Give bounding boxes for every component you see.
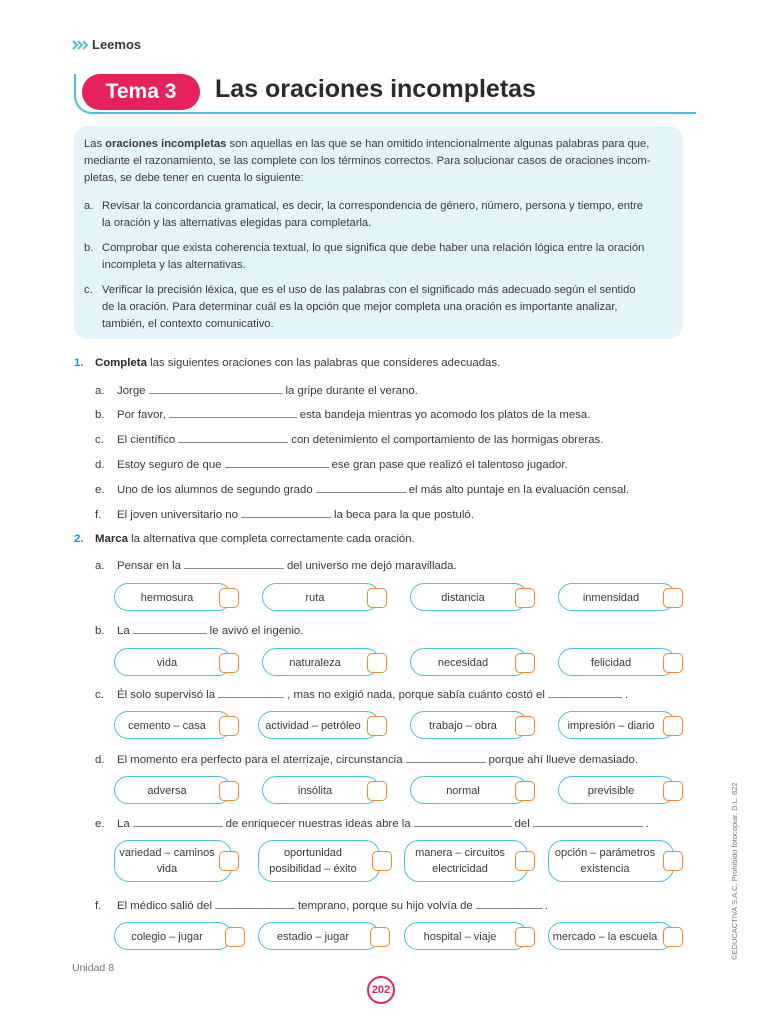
ex1-item-e: e. Uno de los alumnos de segundo grado el más alto puntaje en la evaluación censal. <box>95 481 629 498</box>
answer-blank[interactable] <box>241 506 331 518</box>
checkbox[interactable] <box>370 927 390 947</box>
point-c-line-3: también, el contexto comunicativo. <box>102 318 274 330</box>
option-button[interactable]: ruta <box>262 583 380 611</box>
option-button[interactable]: mercado – la escuela <box>548 922 674 950</box>
checkbox[interactable] <box>367 653 387 673</box>
point-a-mark: a. <box>84 200 94 212</box>
option-button[interactable]: inmensidad <box>558 583 676 611</box>
topic-tag: Tema 3 <box>82 74 200 110</box>
option-button[interactable]: oportunidad posibilidad – éxito <box>258 840 380 882</box>
option-button[interactable]: variedad – caminos vida <box>114 840 232 882</box>
point-c-mark: c. <box>84 284 93 296</box>
intro-line-3: pletas, se debe tener en cuenta lo siguiente: <box>84 172 304 184</box>
answer-blank[interactable] <box>215 897 295 909</box>
ex1-item-b: b. Por favor, esta bandeja mientras yo acomodo los platos de la mesa. <box>95 406 590 423</box>
option-button[interactable]: trabajo – obra <box>410 711 528 739</box>
checkbox[interactable] <box>219 781 239 801</box>
option-button[interactable]: vida <box>114 648 232 676</box>
answer-blank[interactable] <box>169 406 297 418</box>
checkbox[interactable] <box>515 781 535 801</box>
checkbox[interactable] <box>219 716 239 736</box>
option-button[interactable]: actividad – petróleo <box>258 711 380 739</box>
answer-blank[interactable] <box>133 622 207 634</box>
ex2-item-c: c. Él solo supervisó la , mas no exigió nada, porque sabía cuánto costó el . <box>95 686 628 703</box>
checkbox[interactable] <box>663 716 683 736</box>
intro-line-1: Las oraciones incompletas son aquellas en las que se han omitido intencionalmente algunas palabras para que, <box>84 138 650 150</box>
exercise-1-instruction: Completa las siguientes oraciones con las palabras que consideres adecuadas. <box>95 357 501 369</box>
checkbox[interactable] <box>367 781 387 801</box>
answer-blank[interactable] <box>414 815 512 827</box>
ex2-item-b: b. La le avivó el ingenio. <box>95 622 303 639</box>
point-c-line-1: Verificar la precisión léxica, que es el uso de las palabras con el significado más adecuado según el sentido <box>102 284 636 296</box>
point-b-line-2: incompleta y las alternativas. <box>102 259 246 271</box>
unit-label: Unidad 8 <box>72 962 115 974</box>
checkbox[interactable] <box>367 588 387 608</box>
option-button[interactable]: naturaleza <box>262 648 380 676</box>
answer-blank[interactable] <box>406 751 486 763</box>
intro-box <box>74 126 683 339</box>
option-button[interactable]: felicidad <box>558 648 676 676</box>
checkbox[interactable] <box>663 927 683 947</box>
checkbox[interactable] <box>372 851 392 871</box>
intro-keyword: oraciones incompletas <box>105 138 227 150</box>
point-b-mark: b. <box>84 242 94 254</box>
point-a-line-1: Revisar la concordancia gramatical, es decir, la correspondencia de género, número, persona y tiempo, entre <box>102 200 644 212</box>
answer-blank[interactable] <box>316 481 406 493</box>
checkbox[interactable] <box>225 927 245 947</box>
ex1-item-a: a. Jorge la gripe durante el verano. <box>95 382 418 399</box>
checkbox[interactable] <box>367 716 387 736</box>
checkbox[interactable] <box>515 716 535 736</box>
option-button[interactable]: cemento – casa <box>114 711 232 739</box>
option-button[interactable]: colegio – jugar <box>114 922 232 950</box>
point-b-line-1: Comprobar que exista coherencia textual, lo que significa que debe haber una relación lógica entre la oración <box>102 242 645 254</box>
checkbox[interactable] <box>515 588 535 608</box>
exercise-2-instruction: Marca la alternativa que completa correctamente cada oración. <box>95 533 415 545</box>
ex2-item-f: f. El médico salió del temprano, porque su hijo volvía de . <box>95 897 548 914</box>
checkbox[interactable] <box>515 653 535 673</box>
exercise-2-number: 2. <box>74 533 84 545</box>
option-button[interactable]: previsible <box>558 776 676 804</box>
exercise-1-number: 1. <box>74 357 84 369</box>
answer-blank[interactable] <box>178 431 288 443</box>
checkbox[interactable] <box>663 588 683 608</box>
chevrons-icon <box>72 38 90 52</box>
option-button[interactable]: adversa <box>114 776 232 804</box>
point-c-line-2: de la oración. Para determinar cuál es la opción que mejor completa una oración es importante analizar, <box>102 301 618 313</box>
checkbox[interactable] <box>219 653 239 673</box>
option-button[interactable]: hermosura <box>114 583 232 611</box>
answer-blank[interactable] <box>133 815 223 827</box>
checkbox[interactable] <box>663 653 683 673</box>
answer-blank[interactable] <box>533 815 643 827</box>
answer-blank[interactable] <box>184 557 284 569</box>
checkbox[interactable] <box>515 927 535 947</box>
page-title: Las oraciones incompletas <box>215 75 536 103</box>
page-number: 202 <box>367 976 395 1004</box>
checkbox[interactable] <box>219 851 239 871</box>
ex2-item-d: d. El momento era perfecto para el aterrizaje, circunstancia porque ahí llueve demasiado. <box>95 751 638 768</box>
checkbox[interactable] <box>663 851 683 871</box>
checkbox[interactable] <box>219 588 239 608</box>
option-button[interactable]: normal <box>410 776 528 804</box>
point-a-line-2: la oración y las alternativas elegidas para completarla. <box>102 217 372 229</box>
answer-blank[interactable] <box>149 382 283 394</box>
checkbox[interactable] <box>663 781 683 801</box>
ex1-item-c: c. El científico con detenimiento el comportamiento de las hormigas obreras. <box>95 431 603 448</box>
ex2-item-e: e. La de enriquecer nuestras ideas abre la del . <box>95 815 649 832</box>
option-button[interactable]: hospital – viaje <box>404 922 528 950</box>
option-button[interactable]: impresión – diario <box>558 711 676 739</box>
answer-blank[interactable] <box>476 897 542 909</box>
option-button[interactable]: manera – circuitos electricidad <box>404 840 528 882</box>
copyright-note: ©EDUCACTIVA S.A.C. Prohibido fotocopiar. D.L. 822 <box>730 782 739 960</box>
section-label: Leemos <box>92 37 142 52</box>
intro-line-2: mediante el razonamiento, se las complete con los términos correctos. Para solucionar casos de oraciones incom- <box>84 155 651 167</box>
option-button[interactable]: distancia <box>410 583 528 611</box>
option-button[interactable]: necesidad <box>410 648 528 676</box>
option-button[interactable]: estadio – jugar <box>258 922 380 950</box>
ex1-item-d: d. Estoy seguro de que ese gran pase que realizó el talentoso jugador. <box>95 456 568 473</box>
option-button[interactable]: insólita <box>262 776 380 804</box>
ex2-item-a: a. Pensar en la del universo me dejó maravillada. <box>95 557 457 574</box>
answer-blank[interactable] <box>218 686 284 698</box>
answer-blank[interactable] <box>225 456 329 468</box>
option-button[interactable]: opción – parámetros existencia <box>548 840 674 882</box>
answer-blank[interactable] <box>548 686 622 698</box>
checkbox[interactable] <box>515 851 535 871</box>
ex1-item-f: f. El joven universitario no la beca para la que postuló. <box>95 506 474 523</box>
